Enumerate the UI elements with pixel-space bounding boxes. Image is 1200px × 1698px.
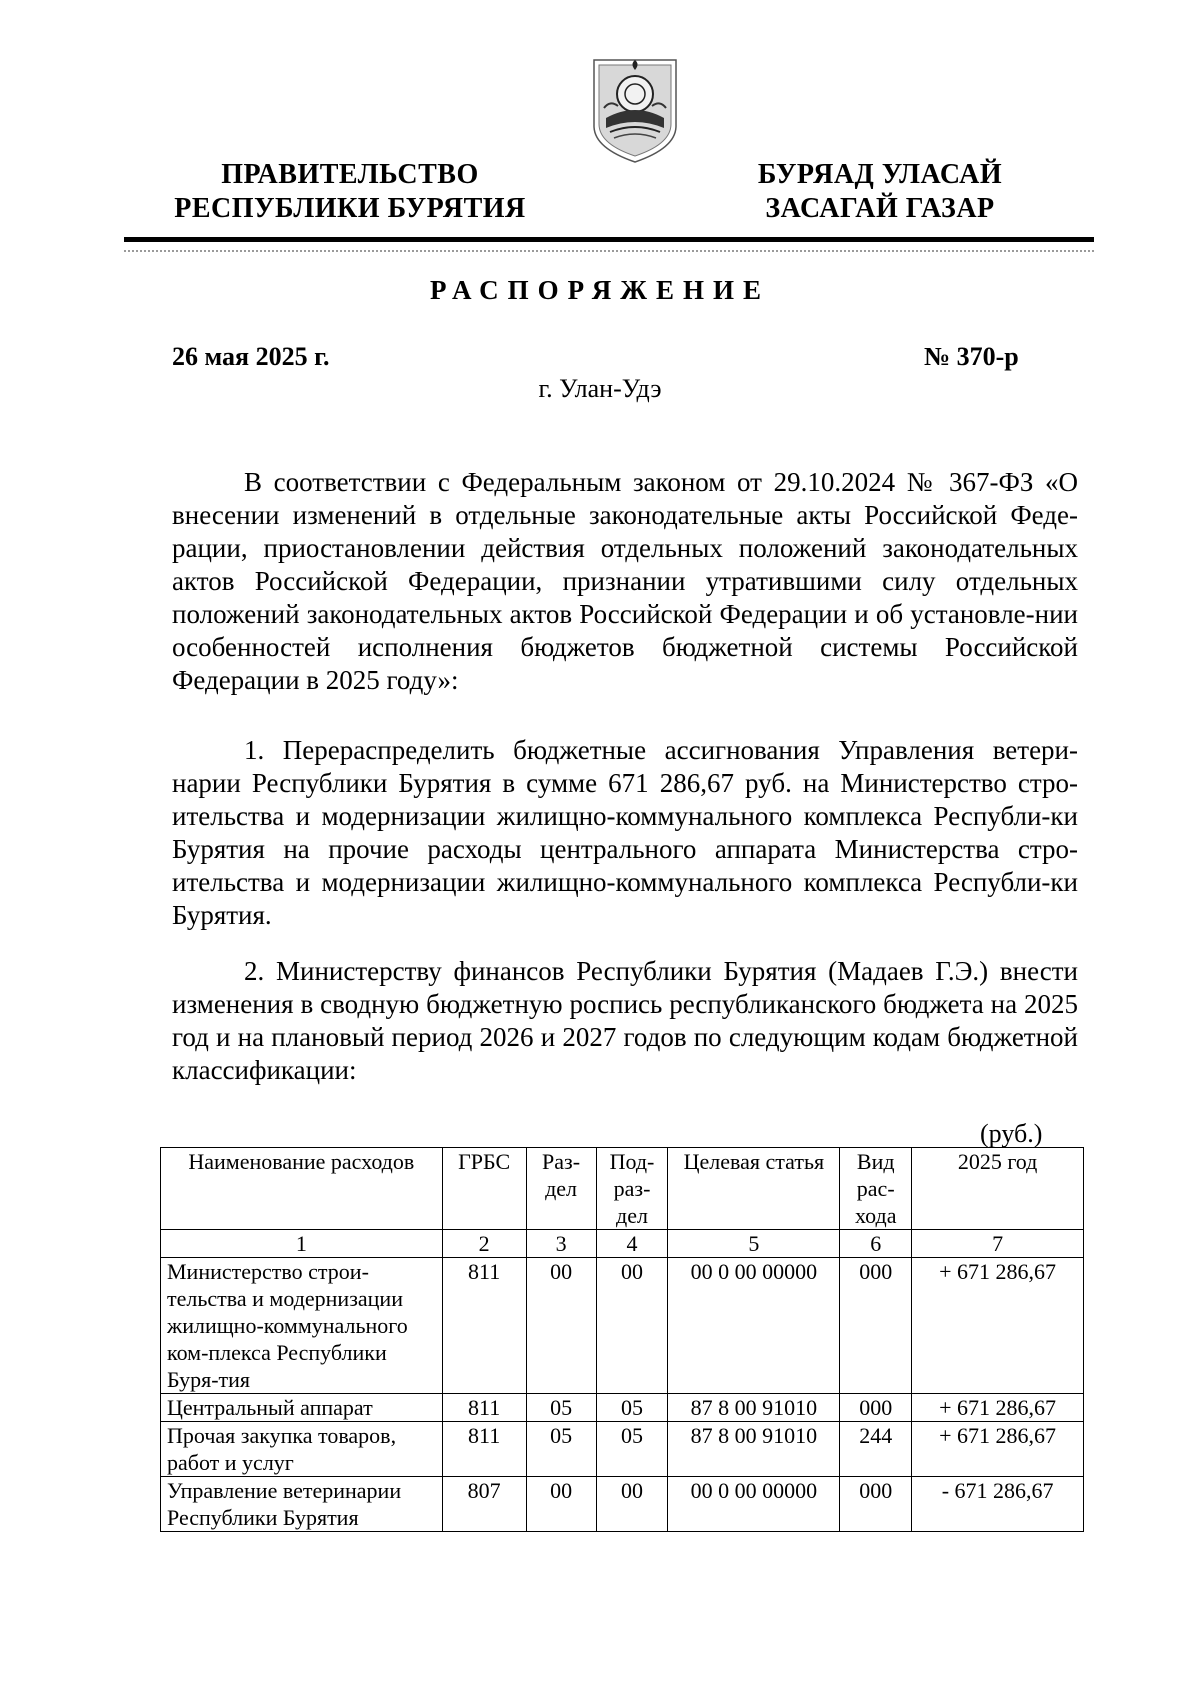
header-expense-type: Вид рас-хода <box>840 1148 912 1230</box>
column-number: 1 <box>161 1230 443 1258</box>
table-header-row <box>161 1148 1084 1230</box>
cell-grbs: 807 <box>442 1477 526 1532</box>
cell-section: 05 <box>526 1394 596 1422</box>
cell-grbs: 811 <box>442 1258 526 1394</box>
org-bua-line-1: БУРЯАД УЛАСАЙ <box>757 159 1003 190</box>
cell-subsection: 05 <box>596 1394 668 1422</box>
header-rule-dotted <box>124 250 1094 252</box>
cell-section: 00 <box>526 1477 596 1532</box>
cell-grbs: 811 <box>442 1422 526 1477</box>
document-city: г. Улан-Удэ <box>538 374 662 403</box>
column-number: 5 <box>668 1230 840 1258</box>
cell-target-article: 00 0 00 00000 <box>668 1477 840 1532</box>
table-unit-label: (руб.) <box>980 1119 1043 1148</box>
header-rule-thick <box>124 237 1094 242</box>
table-row <box>161 1477 1084 1532</box>
coat-of-arms-buryatia-icon <box>590 56 680 166</box>
cell-subsection: 00 <box>596 1258 668 1394</box>
header-grbs: ГРБС <box>442 1148 526 1230</box>
table-row <box>161 1422 1084 1477</box>
cell-amount: + 671 286,67 <box>912 1394 1084 1422</box>
cell-expense-type: 000 <box>840 1477 912 1532</box>
cell-subsection: 00 <box>596 1477 668 1532</box>
cell-expense-type: 000 <box>840 1258 912 1394</box>
cell-amount: + 671 286,67 <box>912 1422 1084 1477</box>
org-ru-line-2: РЕСПУБЛИКИ БУРЯТИЯ <box>174 193 526 224</box>
column-number: 6 <box>840 1230 912 1258</box>
cell-expense-name: Прочая закупка товаров, работ и услуг <box>161 1422 443 1477</box>
paragraph-item-1: 1. Перераспределить бюджетные ассигнования Управления ветери-нарии Республики Бурятия в сумме 671 286,67 руб. на Министерство стро-ительства и модернизации жилищно-коммунального комплекса Республи-ки Бурятия на прочие расходы центрального аппарата Министерства стро-ительства и модернизации жилищно-коммунального комплекса Республи-ки Бурятия. <box>172 735 1078 930</box>
cell-expense-name: Управление ветеринарии Республики Бурятия <box>161 1477 443 1532</box>
budget-table <box>160 1147 1084 1532</box>
header-section: Раз-дел <box>526 1148 596 1230</box>
cell-amount: - 671 286,67 <box>912 1477 1084 1532</box>
cell-target-article: 87 8 00 91010 <box>668 1394 840 1422</box>
header-target-article: Целевая статья <box>668 1148 840 1230</box>
document-type-title: РАСПОРЯЖЕНИЕ <box>429 275 771 305</box>
cell-section: 00 <box>526 1258 596 1394</box>
org-ru-line-1: ПРАВИТЕЛЬСТВО <box>221 159 479 190</box>
cell-amount: + 671 286,67 <box>912 1258 1084 1394</box>
column-number: 3 <box>526 1230 596 1258</box>
header-subsection: Под-раз-дел <box>596 1148 668 1230</box>
document-date: 26 мая 2025 г. <box>172 342 330 371</box>
column-number: 4 <box>596 1230 668 1258</box>
paragraph-item-2: 2. Министерству финансов Республики Бурятия (Мадаев Г.Э.) внести изменения в сводную бюджетную роспись республиканского бюджета на 2025 год и на плановый период 2026 и 2027 годов по следующим кодам бюджетной классификации: <box>172 956 1078 1085</box>
cell-target-article: 00 0 00 00000 <box>668 1258 840 1394</box>
cell-expense-type: 000 <box>840 1394 912 1422</box>
coat-of-arms-emblem <box>590 56 680 166</box>
cell-grbs: 811 <box>442 1394 526 1422</box>
document-number: № 370-р <box>924 342 1019 371</box>
paragraph-preamble: В соответствии с Федеральным законом от 29.10.2024 № 367-ФЗ «О внесении изменений в отдельные законодательные акты Российской Феде-рации, приостановлении действия отдельных положений законодательных актов Российской Федерации, признании утратившими силу отдельных положений законодательных актов Российской Федерации и об установле-нии особенностей исполнения бюджетов бюджетной системы Российской Федерации в 2025 году»: <box>172 467 1078 695</box>
cell-expense-type: 244 <box>840 1422 912 1477</box>
organization-name-buryat <box>710 158 1050 226</box>
header-year-2025: 2025 год <box>912 1148 1084 1230</box>
header-expense-name: Наименование расходов <box>161 1148 443 1230</box>
table-column-numbers-row <box>161 1230 1084 1258</box>
table-row <box>161 1394 1084 1422</box>
column-number: 2 <box>442 1230 526 1258</box>
org-bua-line-2: ЗАСАГАЙ ГАЗАР <box>765 193 995 224</box>
cell-expense-name: Центральный аппарат <box>161 1394 443 1422</box>
cell-target-article: 87 8 00 91010 <box>668 1422 840 1477</box>
cell-subsection: 05 <box>596 1422 668 1477</box>
column-number: 7 <box>912 1230 1084 1258</box>
cell-section: 05 <box>526 1422 596 1477</box>
table-row <box>161 1258 1084 1394</box>
cell-expense-name: Министерство строи-тельства и модернизации жилищно-коммунального ком-плекса Республики Буря-тия <box>161 1258 443 1394</box>
organization-name-russian <box>150 158 550 226</box>
